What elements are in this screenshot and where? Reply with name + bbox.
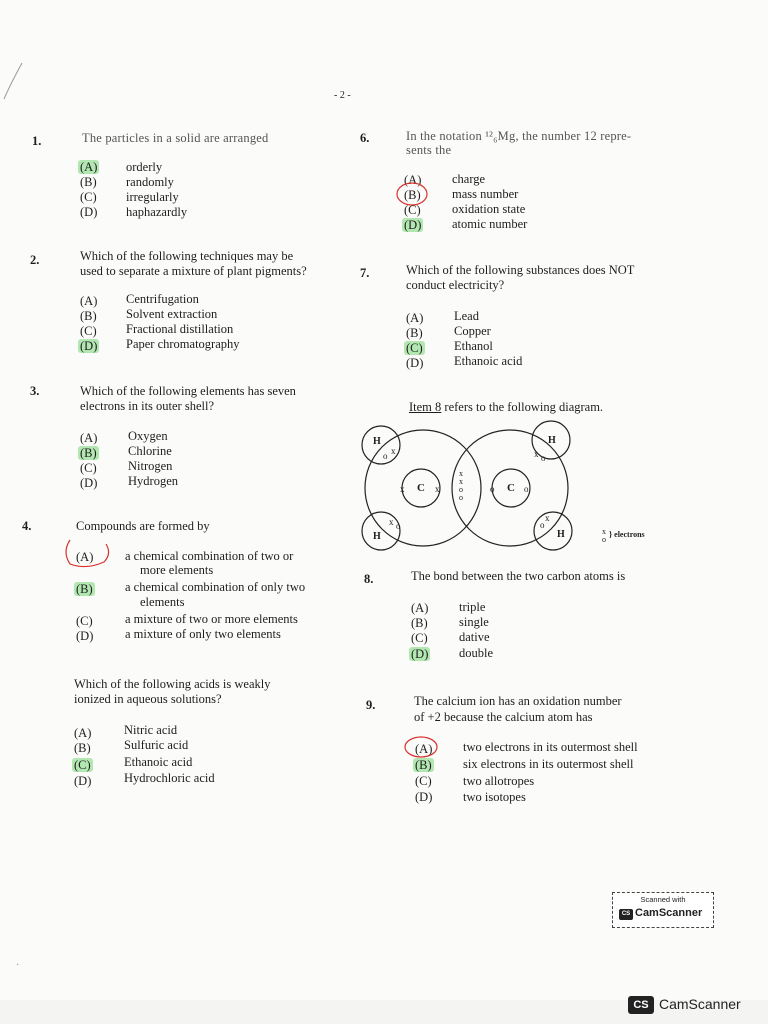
q4-option-b-text-line1: a chemical combination of only two	[125, 580, 306, 594]
diagram-intro-item: Item 8	[409, 400, 442, 414]
h3-electron-dot: o	[396, 521, 401, 531]
page-speck: ·	[16, 960, 20, 971]
q5-option-a-text: Nitric acid	[124, 723, 178, 737]
question-6-stem-line2: sents the	[406, 143, 452, 157]
question-8-stem: The bond between the two carbon atoms is	[411, 569, 626, 583]
question-7-number: 7.	[360, 266, 370, 280]
c1-inner-left-cross: x	[400, 484, 405, 494]
question-2-number: 2.	[30, 253, 40, 267]
q7-option-a-text: Lead	[454, 309, 479, 323]
q7-option-c-text: Ethanol	[454, 339, 493, 353]
q2-option-d-letter: (D)	[80, 339, 98, 353]
q9-option-c-text: two allotropes	[463, 774, 535, 788]
q7-option-c-letter: (C)	[406, 341, 423, 355]
q5-option-b-letter: (B)	[74, 741, 91, 755]
q4-option-b-letter: (B)	[76, 582, 93, 596]
q8-option-a-text: triple	[459, 600, 486, 614]
h4-electron-cross: x	[545, 513, 550, 523]
scanned-with-stamp	[612, 892, 714, 928]
hydrogen-3-shell	[362, 512, 400, 550]
h1-electron-dot: o	[383, 451, 388, 461]
q2-option-b-letter: (B)	[80, 309, 97, 323]
q1-option-c-letter: (C)	[80, 190, 97, 204]
q8-option-c-text: dative	[459, 630, 490, 644]
q7-option-d-text: Ethanoic acid	[454, 354, 523, 368]
camscanner-logo-icon: CS	[628, 996, 654, 1014]
q3-option-c-text: Nitrogen	[128, 459, 173, 473]
stamp-brand-name: CamScanner	[635, 907, 703, 919]
q1-option-d-text: haphazardly	[126, 205, 188, 219]
shared-electron-1: x	[459, 469, 463, 478]
electron-legend-text: } electrons	[609, 530, 645, 539]
pen-circle-q4a	[60, 536, 116, 570]
question-8-number: 8.	[364, 572, 374, 586]
q9-option-a-letter: (A)	[415, 742, 433, 756]
q9-option-c-letter: (C)	[415, 774, 432, 788]
q2-option-d-text: Paper chromatography	[126, 337, 240, 351]
q6-option-d-letter: (D)	[404, 218, 422, 232]
q1-option-b-text: randomly	[126, 175, 174, 189]
question-9-stem-line1: The calcium ion has an oxidation number	[414, 694, 622, 708]
q3-option-d-letter: (D)	[80, 476, 98, 490]
q5-option-c-text: Ethanoic acid	[124, 755, 193, 769]
question-9-number: 9.	[366, 698, 376, 712]
hydrogen-4-label: H	[557, 529, 565, 540]
carbon-2-label: C	[507, 482, 515, 494]
hydrogen-2-label: H	[548, 435, 556, 446]
shared-electron-3: o	[459, 485, 463, 494]
diagram-intro-rest: refers to the following diagram.	[441, 400, 604, 414]
q3-option-b-text: Chlorine	[128, 444, 172, 458]
h4-electron-dot: o	[540, 520, 545, 530]
question-6-stem-line1: In the notation ¹²₆Mg, the number 12 repre-	[406, 129, 632, 143]
question-1-number: 1.	[32, 134, 42, 148]
q4-option-d-letter: (D)	[76, 629, 94, 643]
c2-inner-left-dot: o	[490, 484, 495, 494]
q9-option-a-text: two electrons in its outermost shell	[463, 740, 638, 754]
q7-option-d-letter: (D)	[406, 356, 424, 370]
question-2-stem-line2: used to separate a mixture of plant pigments?	[80, 264, 307, 278]
q4-option-a-text-line1: a chemical combination of two or	[125, 549, 294, 563]
q7-option-b-letter: (B)	[406, 326, 423, 340]
q4-option-c-text: a mixture of two or more elements	[125, 612, 298, 626]
electron-legend-symbols: x o	[602, 527, 606, 544]
q8-option-b-text: single	[459, 615, 489, 629]
q8-option-d-text: double	[459, 646, 494, 660]
carbon-1-label: C	[417, 482, 425, 494]
c1-inner-right-cross: x	[435, 484, 440, 494]
q5-option-a-letter: (A)	[74, 726, 92, 740]
q2-option-c-letter: (C)	[80, 324, 97, 338]
q9-option-d-letter: (D)	[415, 790, 433, 804]
question-3-stem-line2: electrons in its outer shell?	[80, 399, 214, 413]
question-9-stem-line2: of +2 because the calcium atom has	[414, 710, 593, 724]
q1-option-a-letter: (A)	[80, 160, 98, 174]
question-5-stem-line2: ionized in aqueous solutions?	[74, 692, 222, 706]
stamp-caption: Scanned with	[640, 895, 686, 904]
q8-option-d-letter: (D)	[411, 647, 429, 661]
camscanner-brand: CamScanner	[659, 996, 741, 1012]
q9-option-b-text: six electrons in its outermost shell	[463, 757, 634, 771]
h1-electron-cross: x	[391, 446, 396, 456]
question-1-stem: The particles in a solid are arranged	[82, 131, 269, 145]
q3-option-a-text: Oxygen	[128, 429, 168, 443]
q3-option-b-letter: (B)	[80, 446, 97, 460]
q5-option-c-letter: (C)	[74, 758, 91, 772]
q3-option-a-letter: (A)	[80, 431, 98, 445]
h2-electron-cross: x	[534, 449, 539, 459]
q2-option-a-text: Centrifugation	[126, 292, 199, 306]
q2-option-b-text: Solvent extraction	[126, 307, 218, 321]
question-7-stem-line2: conduct electricity?	[406, 278, 505, 292]
question-3-stem-line1: Which of the following elements has seven	[80, 384, 296, 398]
q4-option-a-letter: (A)	[76, 550, 94, 564]
q4-option-a-text-line2: more elements	[140, 563, 214, 577]
q4-option-d-text: a mixture of only two elements	[125, 627, 281, 641]
q9-option-b-letter: (B)	[415, 758, 432, 772]
question-7-stem-line1: Which of the following substances does NOT	[406, 263, 635, 277]
hydrogen-1-label: H	[373, 436, 381, 447]
q5-option-d-text: Hydrochloric acid	[124, 771, 215, 785]
question-6-number: 6.	[360, 131, 370, 145]
q3-option-d-text: Hydrogen	[128, 474, 178, 488]
question-5-stem-line1: Which of the following acids is weakly	[74, 677, 271, 691]
q5-option-d-letter: (D)	[74, 774, 92, 788]
h3-electron-cross: x	[389, 517, 394, 527]
q6-option-d-text: atomic number	[452, 217, 528, 231]
q6-option-b-letter: (B)	[404, 188, 421, 202]
q6-option-a-text: charge	[452, 172, 486, 186]
h2-electron-dot: o	[541, 453, 546, 463]
q9-option-d-text: two isotopes	[463, 790, 526, 804]
q2-option-c-text: Fractional distillation	[126, 322, 234, 336]
question-3-number: 3.	[30, 384, 40, 398]
q4-option-c-letter: (C)	[76, 614, 93, 628]
q2-option-a-letter: (A)	[80, 294, 98, 308]
q6-option-c-letter: (C)	[404, 203, 421, 217]
q1-option-c-text: irregularly	[126, 190, 179, 204]
question-2-stem-line1: Which of the following techniques may be	[80, 249, 294, 263]
q1-option-b-letter: (B)	[80, 175, 97, 189]
hydrogen-3-label: H	[373, 531, 381, 542]
diagram-intro	[409, 400, 603, 415]
shared-electron-2: x	[459, 477, 463, 486]
shared-electron-4: o	[459, 493, 463, 502]
q1-option-a-text: orderly	[126, 160, 163, 174]
stamp-camscanner-icon: CS	[619, 909, 633, 920]
q6-option-c-text: oxidation state	[452, 202, 526, 216]
q7-option-a-letter: (A)	[406, 311, 424, 325]
q1-option-d-letter: (D)	[80, 205, 98, 219]
page-number: - 2 -	[334, 90, 351, 101]
q6-option-a-letter: (A)	[404, 173, 422, 187]
q7-option-b-text: Copper	[454, 324, 491, 338]
pen-stroke	[0, 55, 30, 105]
q8-option-b-letter: (B)	[411, 616, 428, 630]
q4-option-b-text-line2: elements	[140, 595, 185, 609]
question-4-number: 4.	[22, 519, 32, 533]
question-4-stem: Compounds are formed by	[76, 519, 210, 533]
q3-option-c-letter: (C)	[80, 461, 97, 475]
q8-option-a-letter: (A)	[411, 601, 429, 615]
q6-option-b-text: mass number	[452, 187, 519, 201]
c2-inner-right-dot: o	[524, 484, 529, 494]
q5-option-b-text: Sulfuric acid	[124, 738, 189, 752]
q8-option-c-letter: (C)	[411, 631, 428, 645]
